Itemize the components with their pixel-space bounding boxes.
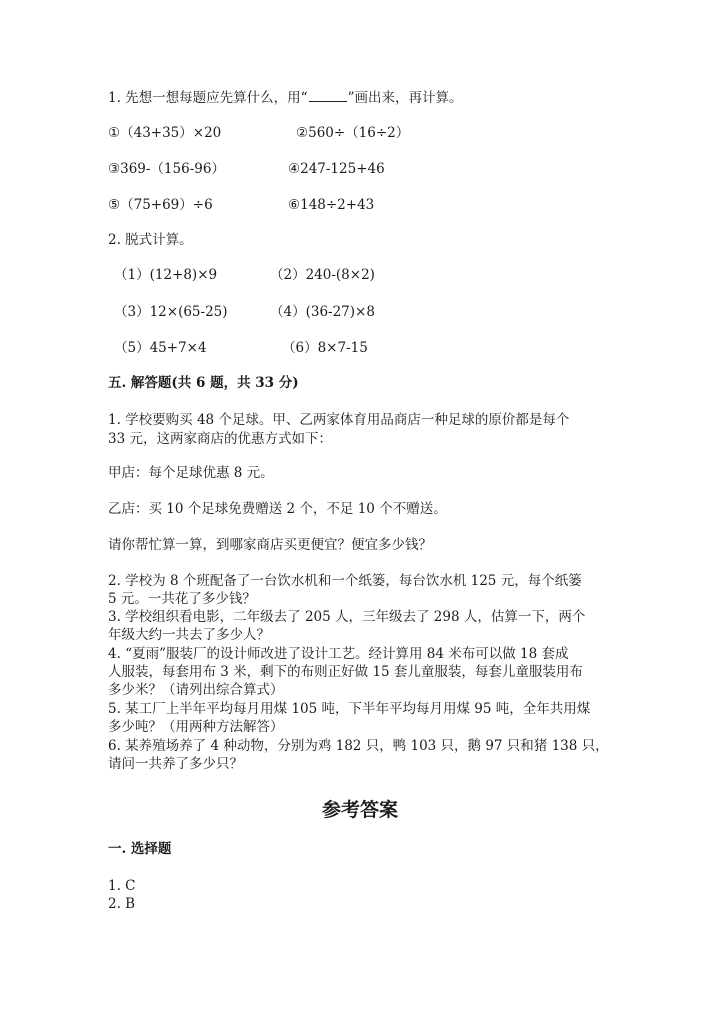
q1-item-2: ②560÷（16÷2）: [296, 125, 410, 141]
problem-1-store-yi: 乙店：买 10 个足球免费赠送 2 个，不足 10 个不赠送。: [108, 501, 447, 517]
problem-6-line-2: 请问一共养了多少只？: [108, 756, 243, 772]
problem-4-line-3: 多少米？（请列出综合算式）: [108, 682, 284, 698]
answer-item-1: 1. C: [108, 878, 136, 894]
q1-item-5: ⑤（75+69）÷6: [108, 197, 213, 213]
problem-2-line-1: 2. 学校为 8 个班配备了一台饮水机和一个纸篓，每台饮水机 125 元，每个纸篓: [108, 573, 582, 589]
q1-item-3: ③369-（156-96）: [108, 161, 225, 177]
q1-item-6: ⑥148÷2+43: [288, 197, 375, 213]
question-1-suffix: ”画出来，再计算。: [347, 90, 463, 106]
q2-item-2: （2）240-(8×2): [270, 267, 375, 283]
answers-title: 参考答案: [321, 799, 398, 821]
question-1-prefix: 1. 先想一想每题应先算什么，用“: [108, 90, 308, 106]
q1-item-4: ④247-125+46: [288, 161, 385, 177]
problem-1-question: 请你帮忙算一算，到哪家商店买更便宜？便宜多少钱？: [108, 537, 432, 553]
q2-item-1: （1）(12+8)×9: [114, 267, 218, 283]
problem-1-line-2: 33 元，这两家商店的优惠方式如下：: [108, 431, 332, 447]
answer-item-2: 2. B: [108, 896, 136, 912]
problem-6-line-1: 6. 某养殖场养了 4 种动物，分别为鸡 182 只，鸭 103 只，鹅 97 只和猪 138 只，: [108, 738, 609, 754]
q2-item-4: （4）(36-27)×8: [270, 304, 375, 320]
section-5-heading: 五. 解答题(共 6 题，共 33 分): [108, 375, 299, 391]
problem-4-line-1: 4. “夏雨”服装厂的设计师改进了设计工艺。经计算用 84 米布可以做 18 套成: [108, 646, 569, 662]
underline-blank: [309, 89, 347, 102]
problem-3-line-1: 3. 学校组织看电影，二年级去了 205 人，三年级去了 298 人，估算一下，两个: [108, 609, 586, 625]
problem-1-store-jia: 甲店：每个足球优惠 8 元。: [108, 465, 274, 481]
problem-1-line-1: 1. 学校要购买 48 个足球。甲、乙两家体育用品商店一种足球的原价都是每个: [108, 412, 570, 428]
q2-item-3: （3）12×(65-25): [114, 304, 228, 320]
problem-5-line-1: 5. 某工厂上半年平均每月用煤 105 吨，下半年平均每月用煤 95 吨，全年共用煤: [108, 701, 591, 717]
question-1-instruction: [108, 89, 462, 107]
problem-5-line-2: 多少吨？（用两种方法解答）: [108, 719, 284, 735]
answers-section-1-heading: 一. 选择题: [108, 841, 172, 857]
q1-item-1: ①（43+35）×20: [108, 125, 222, 141]
problem-2-line-2: 5 元。一共花了多少钱？: [108, 591, 256, 607]
problem-3-line-2: 年级大约一共去了多少人？: [108, 627, 270, 643]
problem-4-line-2: 人服装，每套用布 3 米，剩下的布则正好做 15 套儿童服装，每套儿童服装用布: [108, 664, 583, 680]
q2-item-5: （5）45+7×4: [114, 340, 207, 356]
question-2-instruction: 2. 脱式计算。: [108, 232, 193, 248]
q2-item-6: （6）8×7-15: [282, 340, 368, 356]
